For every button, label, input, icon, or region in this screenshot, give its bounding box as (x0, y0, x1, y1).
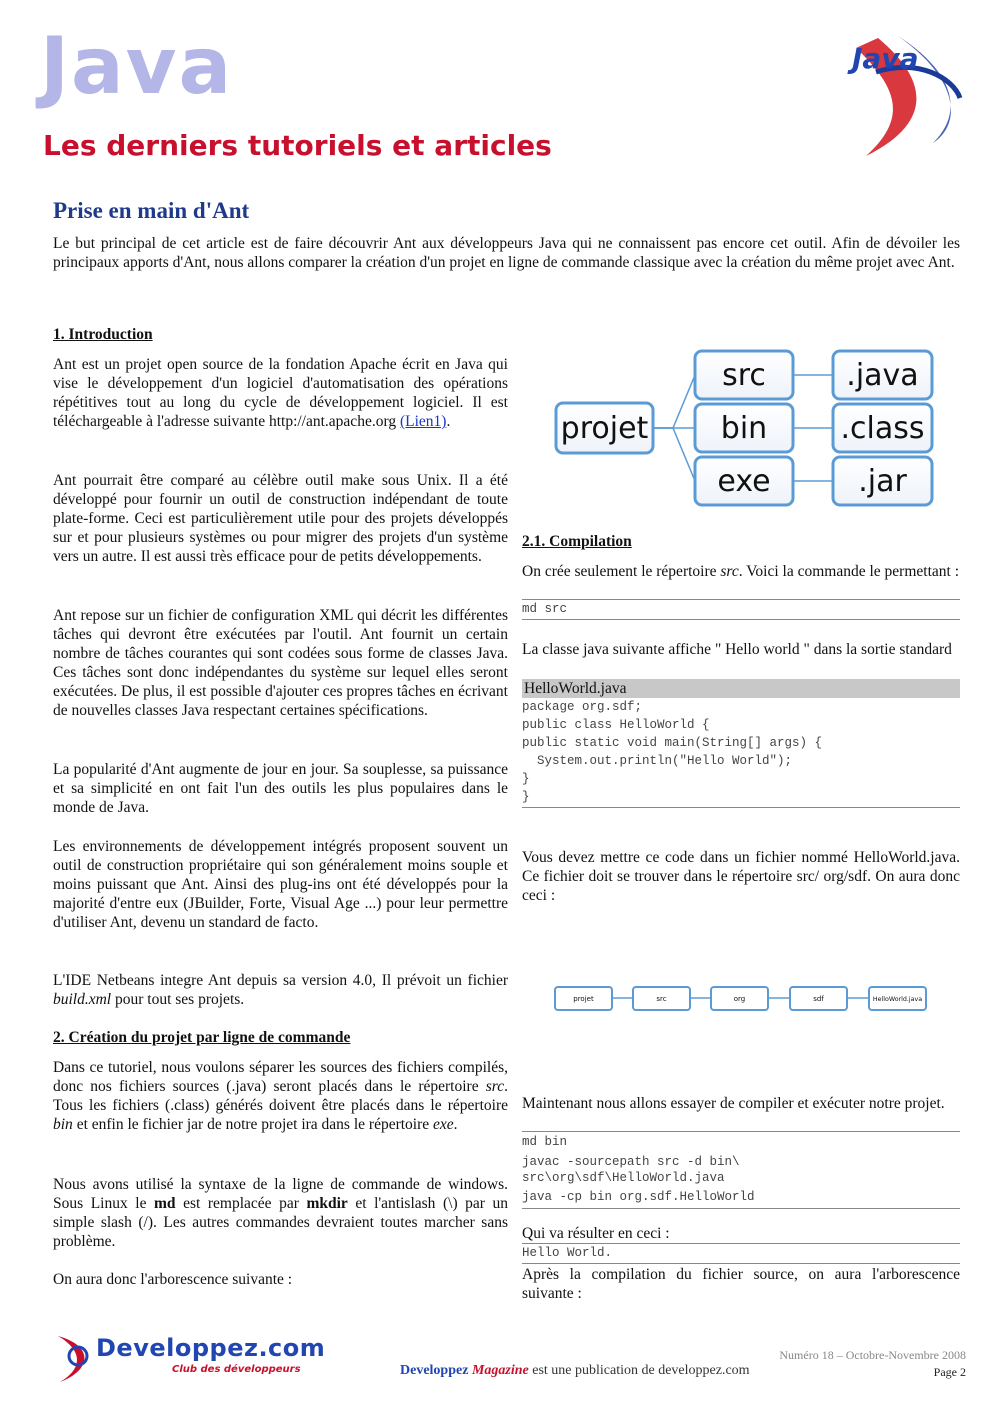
article-title: Prise en main d'Ant (53, 198, 250, 223)
compilation-paragraph-5: Qui va résulter en ceci : (522, 1225, 670, 1242)
diagram-node-projet (556, 403, 653, 453)
svg-text:HelloWorld.java: HelloWorld.java (872, 996, 923, 1003)
developpez-logo: Developpez.com Club des développeurs (52, 1330, 312, 1384)
code-block-md-src: md src (522, 599, 960, 620)
code-file-label: HelloWorld.java (522, 679, 960, 698)
path-node-org (711, 987, 768, 1010)
issue-number: Numéro 18 – Octobre-Novembre 2008 (779, 1348, 966, 1362)
intro-paragraph-4: La popularité d'Ant augmente de jour en jour. Sa souplesse, sa puissance et sa simplicité en ont fait l'un des outils les plus populaires dans le monde de Java. (53, 761, 508, 816)
compilation-paragraph-3: Vous devez mettre ce code dans un fichier nommé HelloWorld.java. Ce fichier doit se trouver dans le répertoire src/ org/sdf. On aura donc ceci : (522, 849, 960, 904)
section-2-paragraph-3: On aura donc l'arborescence suivante : (53, 1271, 293, 1288)
diagram-node-exe (695, 457, 793, 505)
section-2-1-heading: 2.1. Compilation (522, 533, 632, 550)
compilation-paragraph-6: Après la compilation du fichier source, on aura l'arborescence suivante : (522, 1266, 960, 1302)
intro-paragraph-6: L'IDE Netbeans integre Ant depuis sa version 4.0, Il prévoit un fichier build.xml pour tout ses projets. (53, 972, 508, 1008)
compilation-paragraph-4: Maintenant nous allons essayer de compiler et exécuter notre projet. (522, 1095, 945, 1112)
path-node-sdf (790, 987, 847, 1010)
intro-paragraph-3: Ant repose sur un fichier de configuration XML qui décrit les différentes tâches qui devront être exécutées par l'outil. Ant fournit un certain nombre de tâches courantes qui sont codées sous forme de classes Java. Ces tâches sont donc indépendantes du système sur lequel elles seront exécutées. De plus, il est possible d'ajouter ces propres tâches en écrivant de nouvelles classes Java respectant certaines spécifications. (53, 607, 508, 719)
header-subtitle: Les derniers tutoriels et articles (43, 129, 552, 162)
svg-text:bin: bin (720, 411, 768, 446)
svg-text:sdf: sdf (813, 995, 824, 1003)
page-number: Page 2 (933, 1365, 966, 1379)
diagram-node-src (695, 351, 793, 399)
code-block-helloworld: package org.sdf; public class HelloWorld { public static void main(String[] args) { System.out.println("Hello World"); } } (522, 698, 960, 808)
svg-text:projet: projet (560, 411, 649, 446)
lien1-link[interactable]: (Lien1) (399, 413, 447, 430)
compilation-paragraph-1: On crée seulement le répertoire src. Voici la commande le permettant : (522, 563, 960, 580)
developpez-emblem-icon (52, 1330, 96, 1384)
intro-paragraph-1: Ant est un projet open source de la fondation Apache écrit en Java qui vise le développement d'un logiciel d'automatisation des opérations répétitives tout au long du cycle de développement logiciel. Il est téléchargeable à l'adresse suivante http://ant.apache.org (Lien1). (53, 356, 508, 430)
java-logo-icon (838, 28, 968, 160)
svg-text:src: src (722, 358, 766, 393)
svg-text:.jar: .jar (858, 464, 907, 499)
svg-text:.java: .java (846, 358, 919, 393)
svg-text:Java: Java (852, 42, 919, 75)
section-2-paragraph-2: Nous avons utilisé la syntaxe de la ligne de commande de windows. Sous Linux le md est remplacée par mkdir et l'antislash (\) par un simple slash (/). Les autres commandes devraient toutes marcher sans problème. (53, 1176, 508, 1250)
section-2-paragraph-1: Dans ce tutoriel, nous voulons séparer les sources des fichiers compilés, donc nos fichiers sources (.java) seront placés dans le répertoire src. Tous les fichiers (.class) générés doivent être placés dans le répertoire bin et enfin le fichier jar de notre projet ira dans le répertoire exe. (53, 1059, 508, 1133)
code-block-output: Hello World. (522, 1243, 960, 1264)
article-lead: Le but principal de cet article est de faire découvrir Ant aux développeurs Java qui ne connaissent pas encore cet outil. Afin de dévoiler les principaux apports d'Ant, nous allons comparer la création d'un projet en ligne de commande classique avec la création du même projet avec Ant. (53, 235, 960, 271)
section-2-heading: 2. Création du projet par ligne de commande (53, 1029, 351, 1046)
compilation-paragraph-2: La classe java suivante affiche " Hello world " dans la sortie standard (522, 641, 952, 658)
path-node-src (633, 987, 690, 1010)
section-1-heading: 1. Introduction (53, 326, 153, 343)
diagram-node-java (833, 351, 932, 399)
intro-paragraph-5: Les environnements de développement intégrés proposent souvent un outil de construction propriétaire qui son généralement moins souple et moins puissant que Ant. Ainsi des plug-ins ont été développés pour la majorité d'entre eux (JBuilder, Forte, Visual Age ...) pour leur permettre d'utiliser Ant, devenu un standard de facto. (53, 838, 508, 931)
svg-text:projet: projet (573, 995, 594, 1003)
package-path-diagram (553, 985, 928, 1013)
svg-text:exe: exe (717, 464, 771, 499)
svg-text:.class: .class (840, 411, 925, 446)
project-structure-diagram (553, 347, 938, 512)
diagram-node-jar (833, 457, 932, 505)
header-title: Java (40, 22, 234, 112)
intro-paragraph-2: Ant pourrait être comparé au célèbre outil make sous Unix. Il a été développé pour fournir un outil de construction indépendant de toute plate-forme. Ceci est particulièrement utile pour des projets développés sur et pour plusieurs systèmes ou pour migrer des projets d'un système vers un autre. Il est aussi très efficace pour de petits développements. (53, 472, 508, 565)
diagram-node-class (833, 404, 932, 452)
diagram-node-bin (695, 404, 793, 452)
svg-text:src: src (656, 995, 667, 1003)
svg-text:org: org (733, 995, 746, 1003)
path-node-helloworld (869, 987, 926, 1010)
code-block-compile: md bin javac -sourcepath src -d bin\ src\org\sdf\HelloWorld.java java -cp bin org.sdf.HelloWorld (522, 1131, 960, 1209)
path-node-projet (555, 987, 612, 1010)
publication-line: Developpez Magazine est une publication de developpez.com (400, 1363, 750, 1378)
